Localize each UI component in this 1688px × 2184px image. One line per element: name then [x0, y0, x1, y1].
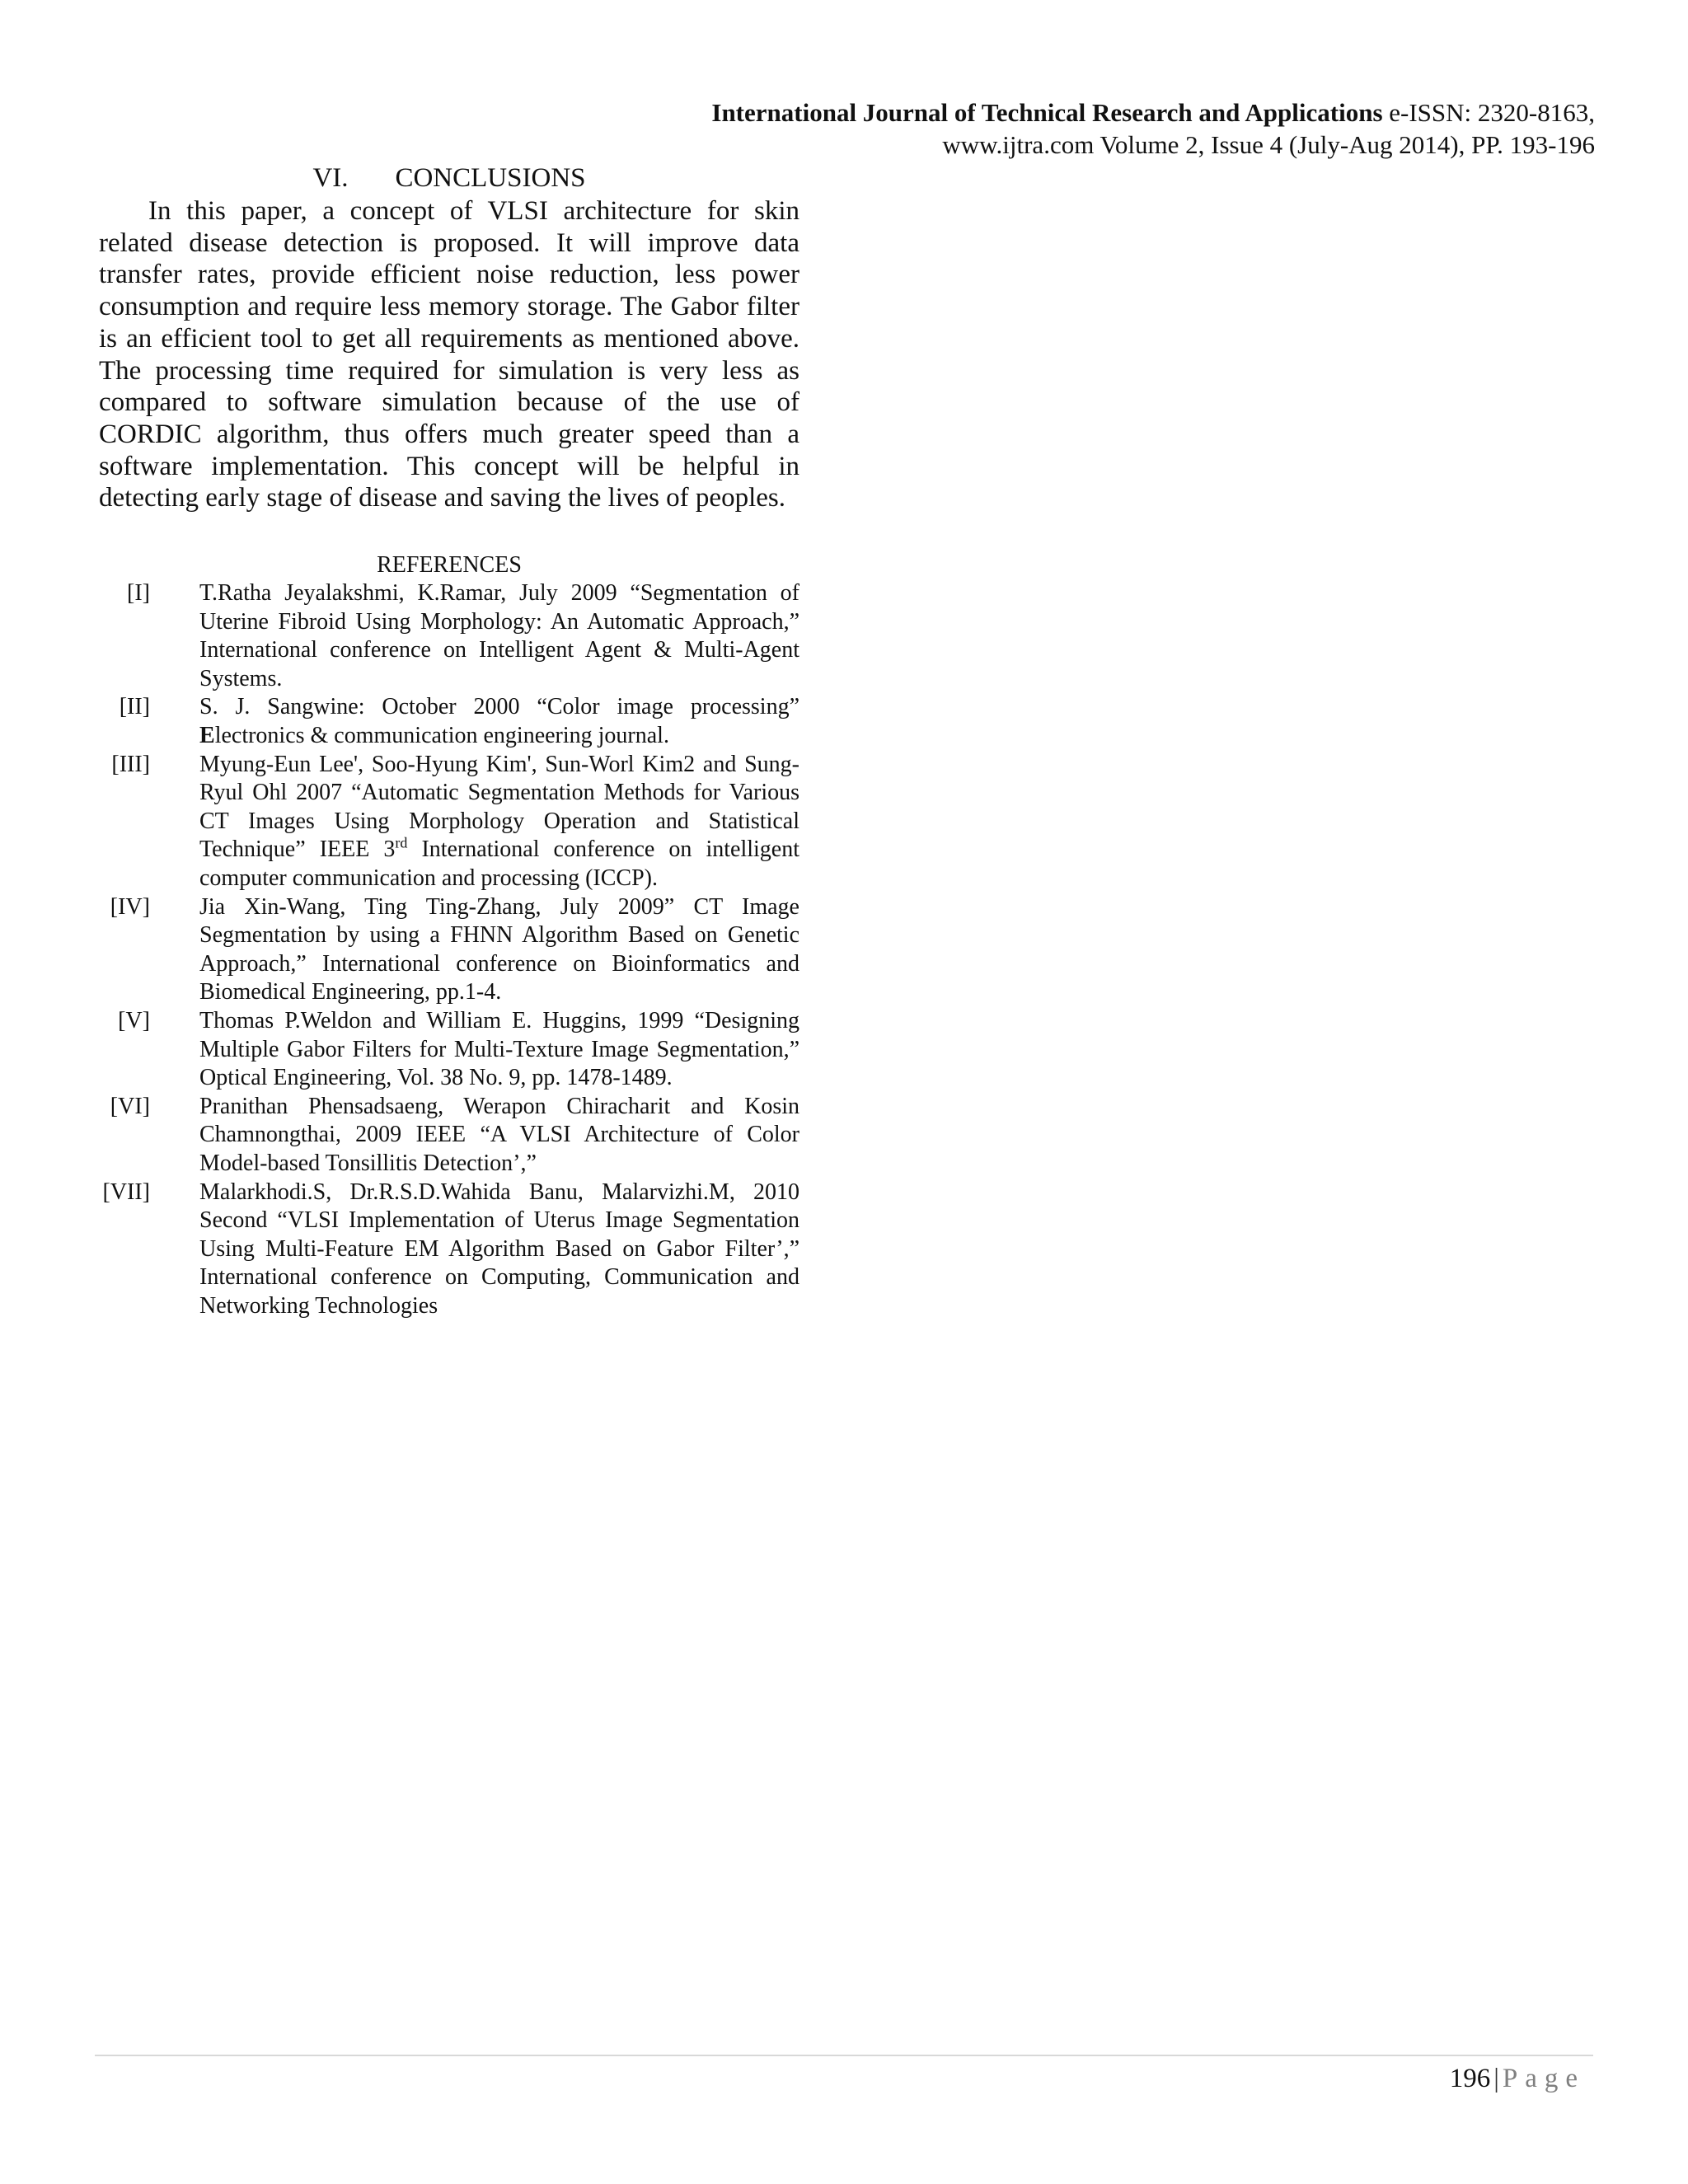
reference-text: Thomas P.Weldon and William E. Huggins, 1999 “Designing Multiple Gabor Filters for Multi-Texture Image Segmentation,” Optical Engineering, Vol. 38 No. 9, pp. 1478-1489.	[199, 1007, 799, 1091]
reference-superscript: rd	[395, 835, 408, 852]
reference-text: Pranithan Phensadsaeng, Werapon Chiracharit and Kosin Chamnongthai, 2009 IEEE “A VLSI Architecture of Color Model-based Tonsillitis Detection’,”	[199, 1093, 799, 1176]
reference-label: [VII]	[102, 1179, 150, 1205]
section-title: CONCLUSIONS	[395, 163, 586, 193]
reference-text	[199, 694, 799, 748]
reference-text-part: Myung-Eun Lee', Soo-Hyung Kim', Sun-Worl Kim2 and Sung-Ryul Ohl 2007 “Automatic Segmentation Methods for Various CT Images Using Morphology Operation and Statistical Technique” IEEE 3	[199, 751, 799, 863]
reference-text: Malarkhodi.S, Dr.R.S.D.Wahida Banu, Malarvizhi.M, 2010 Second “VLSI Implementation of Uterus Image Segmentation Using Multi-Feature EM Algorithm Based on Gabor Filter’,” International conference on Computing, Communication and Networking Technologies	[199, 1179, 799, 1319]
reference-item	[99, 579, 799, 693]
page-number: 196	[1449, 2064, 1491, 2093]
reference-item	[99, 751, 799, 893]
references-heading: REFERENCES	[377, 552, 522, 579]
conclusions-heading	[99, 162, 799, 194]
reference-item	[99, 1179, 799, 1321]
conclusions-paragraph: In this paper, a concept of VLSI architecture for skin related disease detection is proposed. It will improve data transfer rates, provide efficient noise reduction, less power consumption and require less memory storage. The Gabor filter is an efficient tool to get all requirements as mentioned above. The processing time required for simulation is very less as compared to software simulation because of the use of CORDIC algorithm, thus offers much greater speed than a software implementation. This concept will be helpful in detecting early stage of disease and saving the lives of peoples.	[99, 196, 799, 513]
left-column	[99, 162, 799, 1320]
reference-label: [II]	[119, 694, 150, 720]
issn: e-ISSN: 2320-8163,	[1389, 98, 1595, 127]
header-line-2: www.ijtra.com Volume 2, Issue 4 (July-Aug 2014), PP. 193-196	[942, 130, 1595, 159]
reference-label: [V]	[118, 1007, 150, 1033]
page-word: Page	[1502, 2064, 1585, 2093]
header-line-1	[711, 96, 1595, 129]
footer-separator: |	[1493, 2064, 1499, 2093]
reference-text-part: lectronics & communication engineering journal.	[214, 723, 669, 748]
reference-label: [VI]	[110, 1093, 150, 1119]
reference-item	[99, 893, 799, 1007]
reference-item	[99, 1007, 799, 1093]
reference-text-part: S. J. Sangwine: October 2000 “Color image processing”	[199, 694, 799, 720]
reference-text	[199, 752, 799, 891]
running-header	[711, 96, 1595, 161]
reference-text: T.Ratha Jeyalakshmi, K.Ramar, July 2009 “Segmentation of Uterine Fibroid Using Morphology: An Automatic Approach,” International conference on Intelligent Agent & Multi-Agent Systems.	[199, 580, 799, 691]
journal-name: International Journal of Technical Research and Applications	[711, 98, 1383, 127]
section-number: VI.	[312, 163, 349, 193]
reference-label: [I]	[127, 580, 150, 607]
page-footer	[1450, 2062, 1585, 2095]
reference-label: [IV]	[110, 893, 150, 920]
reference-label: [III]	[111, 751, 150, 777]
reference-item	[99, 693, 799, 750]
reference-text-part: International conference on intelligent computer communication and processing (ICCP).	[199, 837, 799, 891]
reference-item	[99, 1093, 799, 1179]
reference-text: Jia Xin-Wang, Ting Ting-Zhang, July 2009” CT Image Segmentation by using a FHNN Algorithm Based on Genetic Approach,” International conference on Bioinformatics and Biomedical Engineering, pp.1-4.	[199, 893, 799, 1005]
reference-list	[99, 579, 799, 1320]
reference-text-bold: E	[199, 723, 215, 748]
footer-divider	[95, 2055, 1593, 2056]
